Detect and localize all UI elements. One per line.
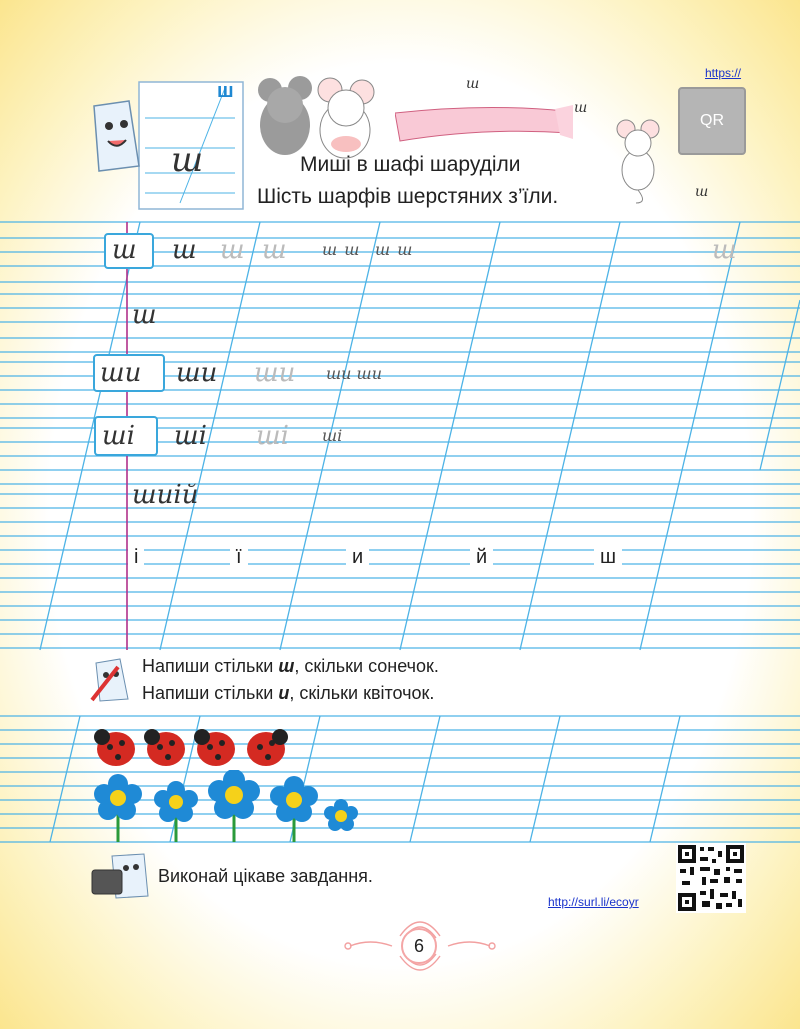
print-letter-yi: ї — [230, 546, 248, 569]
flower-icon — [208, 770, 260, 842]
letter-card — [135, 78, 247, 213]
row1-trace-1: ш — [220, 235, 245, 265]
row4-model: ші — [174, 421, 207, 451]
pencil-mascot-icon — [88, 655, 136, 705]
ladybugs-group — [94, 725, 304, 770]
ladybug-icon — [144, 729, 185, 766]
row3-trace-2: ши ши — [326, 364, 383, 383]
task2-text: Виконай цікаве завдання. — [158, 866, 373, 886]
print-letter-y: и — [346, 546, 369, 569]
row4-trace-1: ші — [256, 421, 289, 451]
flower-icon — [324, 799, 358, 831]
poem-line-1: Миші в шафі шаруділи — [300, 153, 521, 176]
row1-model: ш — [172, 235, 197, 265]
qr-code-icon[interactable] — [676, 843, 746, 913]
card-print-letter: ш — [217, 80, 234, 102]
flowers-group — [86, 770, 376, 842]
task1-line1: Напиши стільки ш, скільки сонечок. — [142, 656, 439, 676]
row1-trace-2: ш — [262, 235, 287, 265]
row1-trace-3: ш ш — [322, 240, 361, 259]
task2-url-link[interactable]: http://surl.li/ecoyr — [548, 895, 639, 909]
ladybug-icon — [94, 729, 135, 766]
row2-model: ш — [132, 300, 157, 330]
row4-boxed: ші — [102, 421, 135, 451]
task1-line2: Напиши стільки и, скільки квіточок. — [142, 683, 435, 703]
flower-icon — [154, 781, 198, 842]
tablet-mascot-icon — [88, 852, 152, 902]
small-mouse-icon — [608, 115, 668, 205]
row1-trace-4: ш ш — [375, 240, 414, 259]
ladybug-icon — [194, 729, 235, 766]
scarf-icon — [395, 103, 575, 148]
card-cursive-letter: ш — [171, 140, 204, 180]
row5-model: шиій — [132, 480, 199, 510]
row1-boxed: ш — [112, 235, 137, 265]
ladybug-icon — [247, 729, 288, 766]
row4-trace-2: ші — [322, 426, 343, 445]
decor-cursive-3: ш — [695, 184, 709, 200]
print-letter-sh: ш — [594, 546, 622, 569]
decor-cursive-2: ш — [574, 100, 588, 116]
flower-icon — [94, 774, 142, 842]
page-number: 6 — [401, 928, 437, 964]
print-letter-short-i: й — [470, 546, 493, 569]
row1-end: ш — [712, 235, 737, 265]
decor-cursive-1: ш — [466, 76, 480, 92]
row3-trace-1: ши — [254, 358, 296, 388]
mice-illustration-icon — [250, 70, 390, 160]
print-letter-i: і — [128, 546, 144, 569]
paper-mascot-icon — [84, 96, 144, 176]
row3-model: ши — [176, 358, 218, 388]
flower-icon — [270, 776, 318, 842]
row3-boxed: ши — [100, 358, 142, 388]
top-url-link[interactable]: https:// — [705, 66, 742, 80]
poem-line-2: Шість шарфів шерстяних з’їли. — [257, 185, 559, 208]
qr-placeholder[interactable]: QR — [678, 87, 746, 155]
